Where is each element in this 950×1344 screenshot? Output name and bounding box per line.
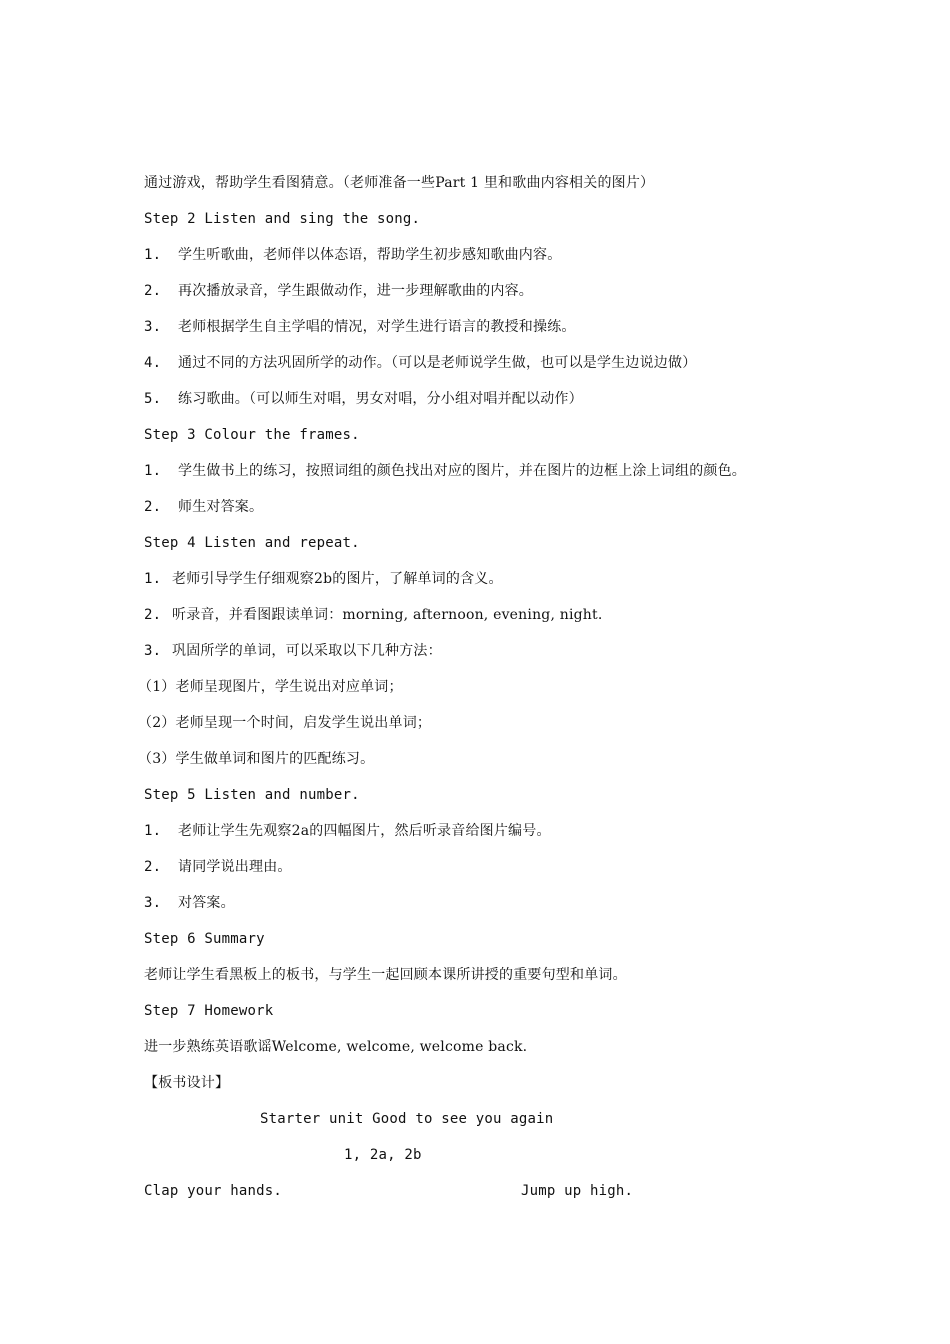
board-left-phrase: Clap your hands.	[144, 1183, 283, 1199]
item-text: 老师根据学生自主学唱的情况，对学生进行语言的教授和操练。	[178, 319, 576, 335]
item-text: 老师引导学生仔细观察2b的图片，了解单词的含义。	[172, 571, 503, 587]
step-2-item-4	[144, 352, 696, 374]
step-3-item-1	[144, 460, 746, 482]
step-5-item-2	[144, 856, 292, 878]
step-2-item-5	[144, 388, 583, 410]
item-number: 5.	[144, 391, 162, 407]
item-number: 2.	[144, 499, 162, 515]
item-text: 学生听歌曲，老师伴以体态语，帮助学生初步感知歌曲内容。	[178, 247, 562, 263]
item-number: 4.	[144, 355, 162, 371]
step-4-item-3	[144, 640, 442, 662]
item-number: 1.	[144, 247, 162, 263]
step-4-method-3: （3）学生做单词和图片的匹配练习。	[138, 751, 375, 767]
step-4-item-1	[144, 568, 503, 590]
item-text: 请同学说出理由。	[178, 859, 292, 875]
step-4-item-2	[144, 604, 603, 626]
item-text: 听录音，并看图跟读单词：morning, afternoon, evening, night.	[172, 607, 603, 623]
step-5-item-3	[144, 892, 235, 914]
step-7-text: 进一步熟练英语歌谣Welcome, welcome, welcome back.	[144, 1039, 528, 1055]
item-number: 3.	[144, 643, 162, 659]
item-text: 通过不同的方法巩固所学的动作。（可以是老师说学生做，也可以是学生边说边做）	[178, 355, 697, 371]
step-5-heading: Step 5 Listen and number.	[144, 787, 360, 803]
item-text: 巩固所学的单词，可以采取以下几种方法：	[172, 643, 442, 659]
board-unit-title: Starter unit Good to see you again	[260, 1111, 554, 1127]
board-parts: 1, 2a, 2b	[344, 1147, 422, 1163]
item-number: 1.	[144, 571, 162, 587]
step-5-item-1	[144, 820, 551, 842]
item-text: 师生对答案。	[178, 499, 264, 515]
item-number: 2.	[144, 283, 162, 299]
item-text: 学生做书上的练习，按照词组的颜色找出对应的图片，并在图片的边框上涂上词组的颜色。	[178, 463, 746, 479]
step-7-heading: Step 7 Homework	[144, 1003, 274, 1019]
item-text: 再次播放录音，学生跟做动作，进一步理解歌曲的内容。	[178, 283, 533, 299]
item-number: 2.	[144, 859, 162, 875]
step-4-method-1: （1）老师呈现图片，学生说出对应单词；	[138, 679, 403, 695]
item-text: 练习歌曲。（可以师生对唱，男女对唱，分小组对唱并配以动作）	[178, 391, 583, 407]
board-design-title: 【板书设计】	[144, 1075, 230, 1091]
item-number: 1.	[144, 463, 162, 479]
item-text: 老师让学生先观察2a的四幅图片，然后听录音给图片编号。	[178, 823, 551, 839]
step-6-heading: Step 6 Summary	[144, 931, 265, 947]
step-2-item-1	[144, 244, 561, 266]
item-number: 1.	[144, 823, 162, 839]
item-text: 对答案。	[178, 895, 235, 911]
step-2-item-3	[144, 316, 576, 338]
board-right-phrase: Jump up high.	[521, 1183, 634, 1199]
step-4-method-2: （2）老师呈现一个时间，启发学生说出单词；	[138, 715, 432, 731]
step-6-text: 老师让学生看黑板上的板书，与学生一起回顾本课所讲授的重要句型和单词。	[144, 967, 627, 983]
intro-line: 通过游戏，帮助学生看图猜意。（老师准备一些Part 1 里和歌曲内容相关的图片）	[144, 175, 655, 191]
item-number: 2.	[144, 607, 162, 623]
step-3-item-2	[144, 496, 263, 518]
step-4-heading: Step 4 Listen and repeat.	[144, 535, 360, 551]
item-number: 3.	[144, 319, 162, 335]
step-2-item-2	[144, 280, 533, 302]
step-3-heading: Step 3 Colour the frames.	[144, 427, 360, 443]
item-number: 3.	[144, 895, 162, 911]
step-2-heading: Step 2 Listen and sing the song.	[144, 211, 421, 227]
